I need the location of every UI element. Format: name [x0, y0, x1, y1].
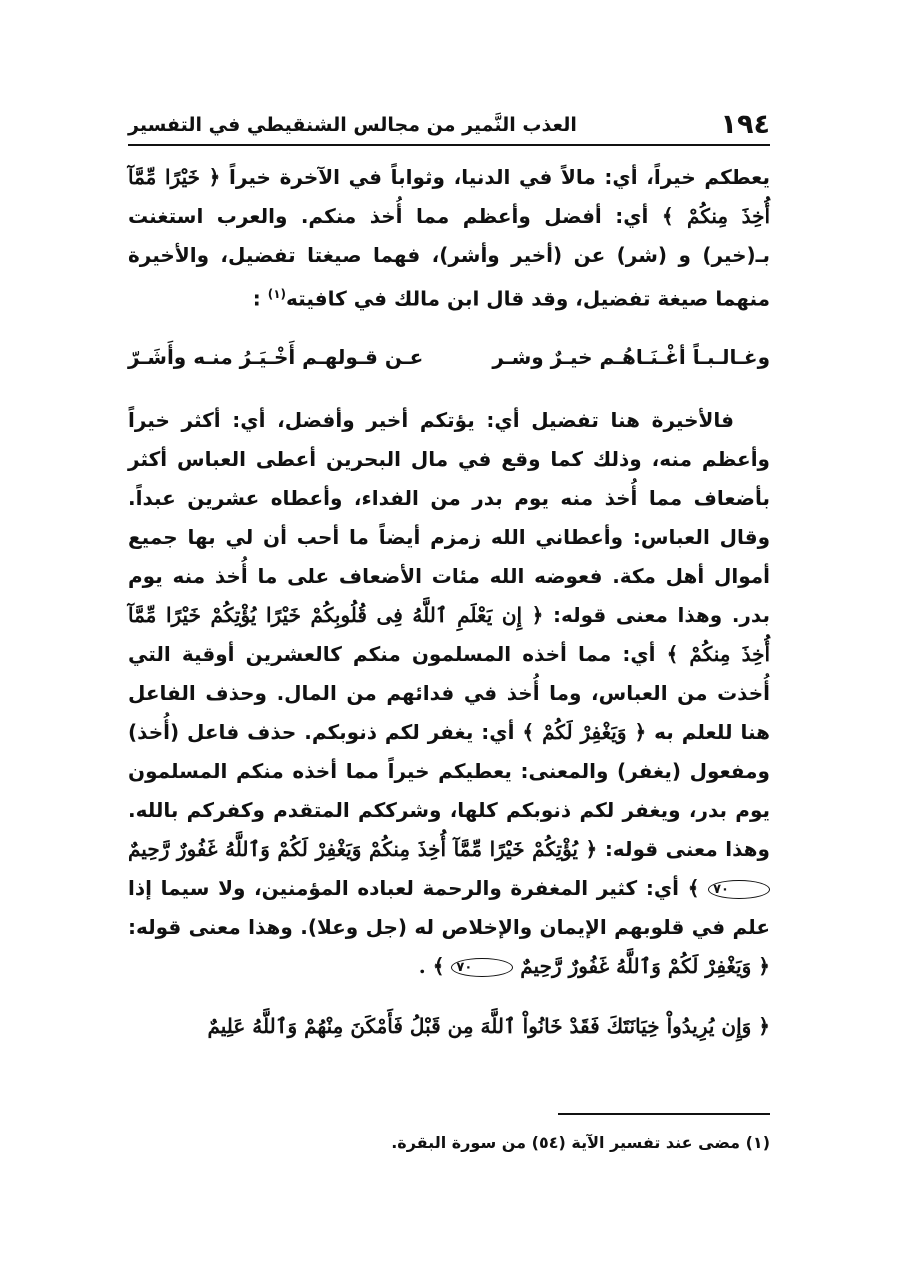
paragraph-2-text-b: أي: مما أخذه المسلمون منكم كالعشرين أوقية التي أُخذت من العباس، وما أُخذ في فدائهم من المال. وحذف الفاعل هنا للعلم به: [128, 641, 771, 744]
paragraph-2: [128, 401, 770, 986]
page-number: ١٩٤: [720, 109, 770, 140]
paragraph-2-text-d: أي: كثير المغفرة والرحمة لعباده المؤمنين، ولا سيما إذا علم في قلوبهم الإيمان والإخلاص له (جل وعلا). وهذا معنى قوله:: [128, 875, 770, 939]
paragraph-1-text-c: :: [252, 286, 261, 311]
paragraph-1: [128, 158, 770, 319]
quran-quote: ﴿ وَيَغْفِرْ لَكُمْ ﴾: [522, 719, 647, 744]
verse-number-badge: ٧٠: [708, 880, 770, 899]
quran-quote: ﴿ إِن يَعْلَمِ ٱللَّهُ فِى قُلُوبِكُمْ خَيْرًا يُؤْتِكُمْ خَيْرًا مِّمَّآ أُخِذَ مِنكُمْ ﴾: [128, 602, 771, 666]
paragraph-1-text-a: يعطكم خيراً، أي: مالاً في الدنيا، وثواباً في الآخرة خيراً: [229, 165, 770, 189]
quran-quote: ﴿ خَيْرًا مِّمَّآ أُخِذَ مِنكُمْ ﴾: [128, 165, 770, 228]
poem-hemistich-left: عـن قـولهـم أَخْـيَـرُ منـه وأَشَـرّ: [128, 344, 424, 369]
paragraph-2-text-a: فالأخيرة هنا تفضيل أي: يؤتكم أخير وأفضل، أي: أكثر خيراً وأعظم منه، وذلك كما وقع في مال البحرين أعطى العباس أكثر بأضعاف مما أُخذ منه يوم بدر من الفداء، وأعطاه عشرين عبداً. وقال العباس: وأعطاني الله زمزم أيضاً ما أحب أن لي بها جميع أموال أهل مكة. فعوضه الله مئات الأضعاف على ما أُخذ منه يوم بدر. وهذا معنى قوله:: [128, 407, 770, 627]
quran-quote-end: ﴾ .: [418, 953, 445, 978]
poem-hemistich-right: وغـالـبـاً أغْـنَـاهُـم خيـرٌ وشـر: [492, 344, 770, 369]
quran-quote: ﴿ يُؤْتِكُمْ خَيْرًا مِّمَّآ أُخِذَ مِنكُمْ وَيَغْفِرْ لَكُمْ وَٱللَّهُ غَفُورٌ رَّحِيمٌ: [128, 836, 598, 861]
quran-quote-end: ﴾: [687, 875, 700, 900]
footnote-divider: [558, 1113, 770, 1115]
page-header: [128, 108, 770, 146]
main-text: [128, 158, 770, 1066]
paragraph-2-text-c: أي: يغفر لكم ذنوبكم. حذف فاعل (أُخذ) ومفعول (يغفر) والمعنى: يعطيكم خيراً مما أخذه منكم المسلمون يوم بدر، ويغفر لكم ذنوبكم كلها، وشرككم المتقدم وكفركم بالله. وهذا معنى قوله:: [128, 719, 770, 861]
footnote-marker[interactable]: (١): [267, 287, 287, 301]
closing-verse: ﴿ وَإِن يُرِيدُواْ خِيَانَتَكَ فَقَدْ خَانُواْ ٱللَّهَ مِن قَبْلُ فَأَمْكَنَ مِنْهُمْ وَٱللَّهُ عَلِيمٌ: [207, 1013, 770, 1038]
verse-number-badge: ٧٠: [451, 958, 513, 977]
running-title: العذب النَّمير من مجالس الشنقيطي في التفسير: [128, 114, 577, 136]
quran-quote: ﴿ وَيَغْفِرْ لَكُمْ وَٱللَّهُ غَفُورٌ رَّحِيمٌ: [520, 953, 770, 978]
poem-verse: [128, 339, 770, 375]
paragraph-1-text-b: أي: أفضل وأعظم مما أُخذ منكم. والعرب استغنت بـ(خير) و (شر) عن (أخير وأشر)، فهما صيغتا تفضيل، والأخيرة منهما صيغة تفضيل، وقد قال ابن مالك في كافيته: [128, 204, 770, 311]
footnote: (١) مضى عند تفسير الآية (٥٤) من سورة البقرة.: [391, 1133, 770, 1152]
